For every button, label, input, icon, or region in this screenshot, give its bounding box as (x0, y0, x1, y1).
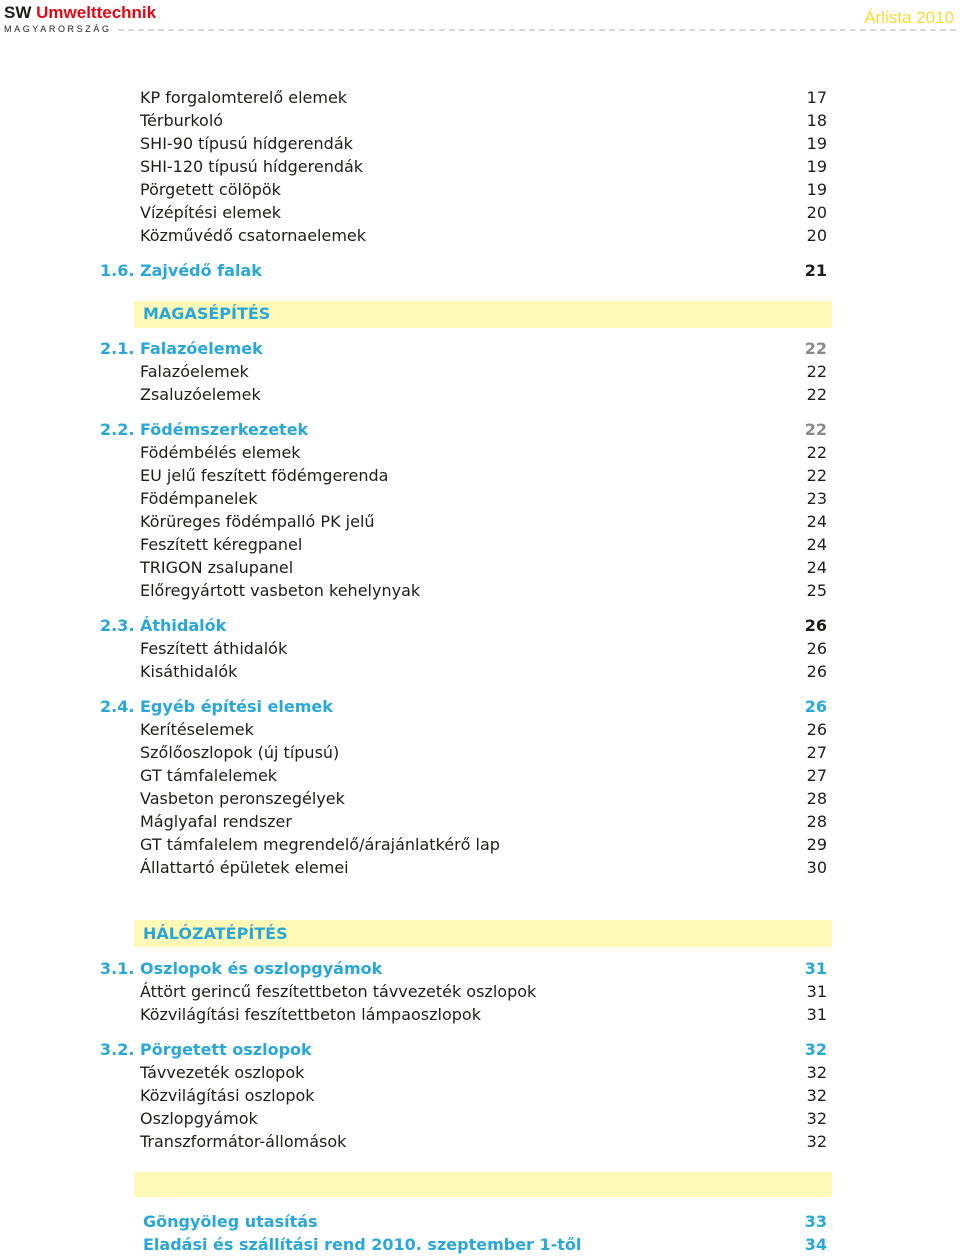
toc-entry-label: Közvilágítási feszítettbeton lámpaoszlopok (140, 1005, 481, 1024)
logo-sw: SW (4, 3, 32, 22)
toc-entry[interactable] (0, 742, 960, 764)
section-number: 1.6. (100, 261, 135, 280)
toc-entry-label: Feszített áthidalók (140, 639, 288, 658)
logo-subtitle: MAGYARORSZÁG (4, 24, 112, 34)
band-footer (134, 1172, 832, 1197)
toc-entry-label: Zsaluzóelemek (140, 385, 261, 404)
toc-entry-page: 29 (806, 835, 827, 854)
toc-entry-page: 24 (806, 558, 827, 577)
toc-entry-label: Oszlopgyámok (140, 1109, 258, 1128)
toc-entry-page: 22 (806, 466, 827, 485)
header-dashed-divider (118, 29, 956, 31)
toc-entry-label: Kerítéselemek (140, 720, 254, 739)
toc-entry-label: Távvezeték oszlopok (140, 1063, 305, 1082)
toc-entry-page: 20 (806, 203, 827, 222)
toc-entry[interactable] (0, 1062, 960, 1084)
section-title: Pörgetett oszlopok (140, 1040, 312, 1059)
toc-entry[interactable] (0, 384, 960, 406)
toc-entry[interactable] (0, 133, 960, 155)
toc-entry-label: Födémpanelek (140, 489, 258, 508)
pricelist-title: Árlista 2010 (864, 8, 954, 27)
toc-entry[interactable] (0, 225, 960, 247)
toc-entry[interactable] (0, 179, 960, 201)
section-number: 2.1. (100, 339, 135, 358)
toc-footer-entry[interactable] (0, 1234, 960, 1256)
section-page: 31 (804, 959, 827, 978)
toc-entry-label: Szőlőoszlopok (új típusú) (140, 743, 340, 762)
toc-entry-page: 32 (806, 1109, 827, 1128)
toc-entry-label: SHI-120 típusú hídgerendák (140, 157, 364, 176)
section-number: 2.3. (100, 616, 135, 635)
toc-entry[interactable] (0, 156, 960, 178)
toc-section-heading[interactable] (0, 260, 960, 282)
section-page: 21 (804, 261, 827, 280)
toc-entry-label: Pörgetett cölöpök (140, 180, 281, 199)
section-title-magasepites: MAGASÉPÍTÉS (143, 304, 271, 323)
toc-entry-page: 26 (806, 662, 827, 681)
toc-entry-page: 22 (806, 362, 827, 381)
section-number: 3.2. (100, 1040, 135, 1059)
toc-entry-page: 32 (806, 1086, 827, 1105)
toc-entry[interactable] (0, 834, 960, 856)
toc-entry-label: TRIGON zsalupanel (140, 558, 294, 577)
toc-entry[interactable] (0, 87, 960, 109)
toc-entry[interactable] (0, 719, 960, 741)
toc-entry[interactable] (0, 557, 960, 579)
toc-entry-label: Feszített kéregpanel (140, 535, 303, 554)
toc-entry-page: 28 (806, 789, 827, 808)
section-page: 22 (804, 420, 827, 439)
toc-section-heading[interactable] (0, 958, 960, 980)
section-number: 2.2. (100, 420, 135, 439)
toc-entry[interactable] (0, 981, 960, 1003)
toc-entry-label: Áttört gerincű feszítettbeton távvezeték oszlopok (140, 982, 537, 1001)
toc-entry-page: 22 (806, 443, 827, 462)
section-page: 32 (804, 1040, 827, 1059)
toc-entry-label: Falazóelemek (140, 362, 249, 381)
toc-entry-page: 24 (806, 535, 827, 554)
section-page: 26 (804, 616, 827, 635)
toc-entry-label: Transzformátor-állomások (140, 1132, 347, 1151)
toc-entry-page: 20 (806, 226, 827, 245)
toc-entry[interactable] (0, 534, 960, 556)
toc-entry-label: Térburkoló (140, 111, 224, 130)
toc-entry-page: 32 (806, 1132, 827, 1151)
toc-entry-page: 22 (806, 385, 827, 404)
toc-entry[interactable] (0, 580, 960, 602)
toc-section-heading[interactable] (0, 615, 960, 637)
section-title: Áthidalók (140, 616, 227, 635)
footer-entry-label: Göngyöleg utasítás (143, 1212, 318, 1231)
toc-entry-page: 19 (806, 180, 827, 199)
toc-entry-label: GT támfalelem megrendelő/árajánlatkérő lap (140, 835, 500, 854)
section-page: 22 (804, 339, 827, 358)
toc-entry-page: 18 (806, 111, 827, 130)
section-title: Födémszerkezetek (140, 420, 309, 439)
toc-section-heading[interactable] (0, 419, 960, 441)
toc-entry-page: 27 (806, 766, 827, 785)
logo-brand: Umwelttechnik (36, 3, 157, 22)
toc-entry-label: GT támfalelemek (140, 766, 278, 785)
toc-entry-label: Közművédő csatornaelemek (140, 226, 367, 245)
toc-section-heading[interactable] (0, 696, 960, 718)
toc-entry-label: Kisáthidalók (140, 662, 238, 681)
toc-entry[interactable] (0, 511, 960, 533)
toc-entry-page: 26 (806, 639, 827, 658)
toc-entry[interactable] (0, 638, 960, 660)
toc-entry[interactable] (0, 442, 960, 464)
toc-entry[interactable] (0, 465, 960, 487)
toc-entry-label: Födémbélés elemek (140, 443, 301, 462)
toc-entry[interactable] (0, 765, 960, 787)
toc-entry-page: 27 (806, 743, 827, 762)
toc-entry-page: 31 (806, 982, 827, 1001)
toc-entry[interactable] (0, 811, 960, 833)
toc-entry-label: SHI-90 típusú hídgerendák (140, 134, 353, 153)
section-number: 2.4. (100, 697, 135, 716)
section-title: Zajvédő falak (140, 261, 262, 280)
toc-entry-page: 31 (806, 1005, 827, 1024)
toc-entry-page: 30 (806, 858, 827, 877)
toc-entry-page: 32 (806, 1063, 827, 1082)
toc-footer-entry[interactable] (0, 1211, 960, 1233)
toc-entry[interactable] (0, 1108, 960, 1130)
toc-entry[interactable] (0, 1085, 960, 1107)
toc-entry-label: Közvilágítási oszlopok (140, 1086, 315, 1105)
toc-entry-label: KP forgalomterelő elemek (140, 88, 348, 107)
section-title-halozatepites: HÁLÓZATÉPÍTÉS (143, 924, 288, 943)
toc-entry-page: 28 (806, 812, 827, 831)
toc-entry-label: Vasbeton peronszegélyek (140, 789, 345, 808)
toc-entry-label: Máglyafal rendszer (140, 812, 292, 831)
page-header (0, 0, 960, 40)
footer-entry-page: 34 (804, 1235, 827, 1254)
toc-entry-page: 19 (806, 134, 827, 153)
toc-entry-page: 26 (806, 720, 827, 739)
toc-entry-label: Állattartó épületek elemei (140, 858, 349, 877)
section-title: Falazóelemek (140, 339, 263, 358)
toc-entry[interactable] (0, 661, 960, 683)
toc-entry-label: EU jelű feszített födémgerenda (140, 466, 389, 485)
toc-section-heading[interactable] (0, 338, 960, 360)
toc-entry-page: 23 (806, 489, 827, 508)
toc-entry[interactable] (0, 202, 960, 224)
toc-section-heading[interactable] (0, 1039, 960, 1061)
section-title: Oszlopok és oszlopgyámok (140, 959, 383, 978)
toc-entry[interactable] (0, 361, 960, 383)
toc-entry-label: Előregyártott vasbeton kehelynyak (140, 581, 421, 600)
toc-entry-page: 17 (806, 88, 827, 107)
toc-entry[interactable] (0, 110, 960, 132)
footer-entry-page: 33 (804, 1212, 827, 1231)
toc-entry-page: 24 (806, 512, 827, 531)
toc-entry-label: Körüreges födémpalló PK jelű (140, 512, 375, 531)
toc-entry-page: 25 (806, 581, 827, 600)
toc-entry[interactable] (0, 788, 960, 810)
logo-wordmark (4, 4, 156, 22)
toc-entry[interactable] (0, 1004, 960, 1026)
toc-entry[interactable] (0, 488, 960, 510)
section-page: 26 (804, 697, 827, 716)
toc-entry[interactable] (0, 1131, 960, 1153)
section-number: 3.1. (100, 959, 135, 978)
toc-entry-page: 19 (806, 157, 827, 176)
toc-entry-label: Vízépítési elemek (140, 203, 282, 222)
footer-entry-label: Eladási és szállítási rend 2010. szeptember 1-től (143, 1235, 582, 1254)
section-title: Egyéb építési elemek (140, 697, 333, 716)
toc-entry[interactable] (0, 857, 960, 879)
